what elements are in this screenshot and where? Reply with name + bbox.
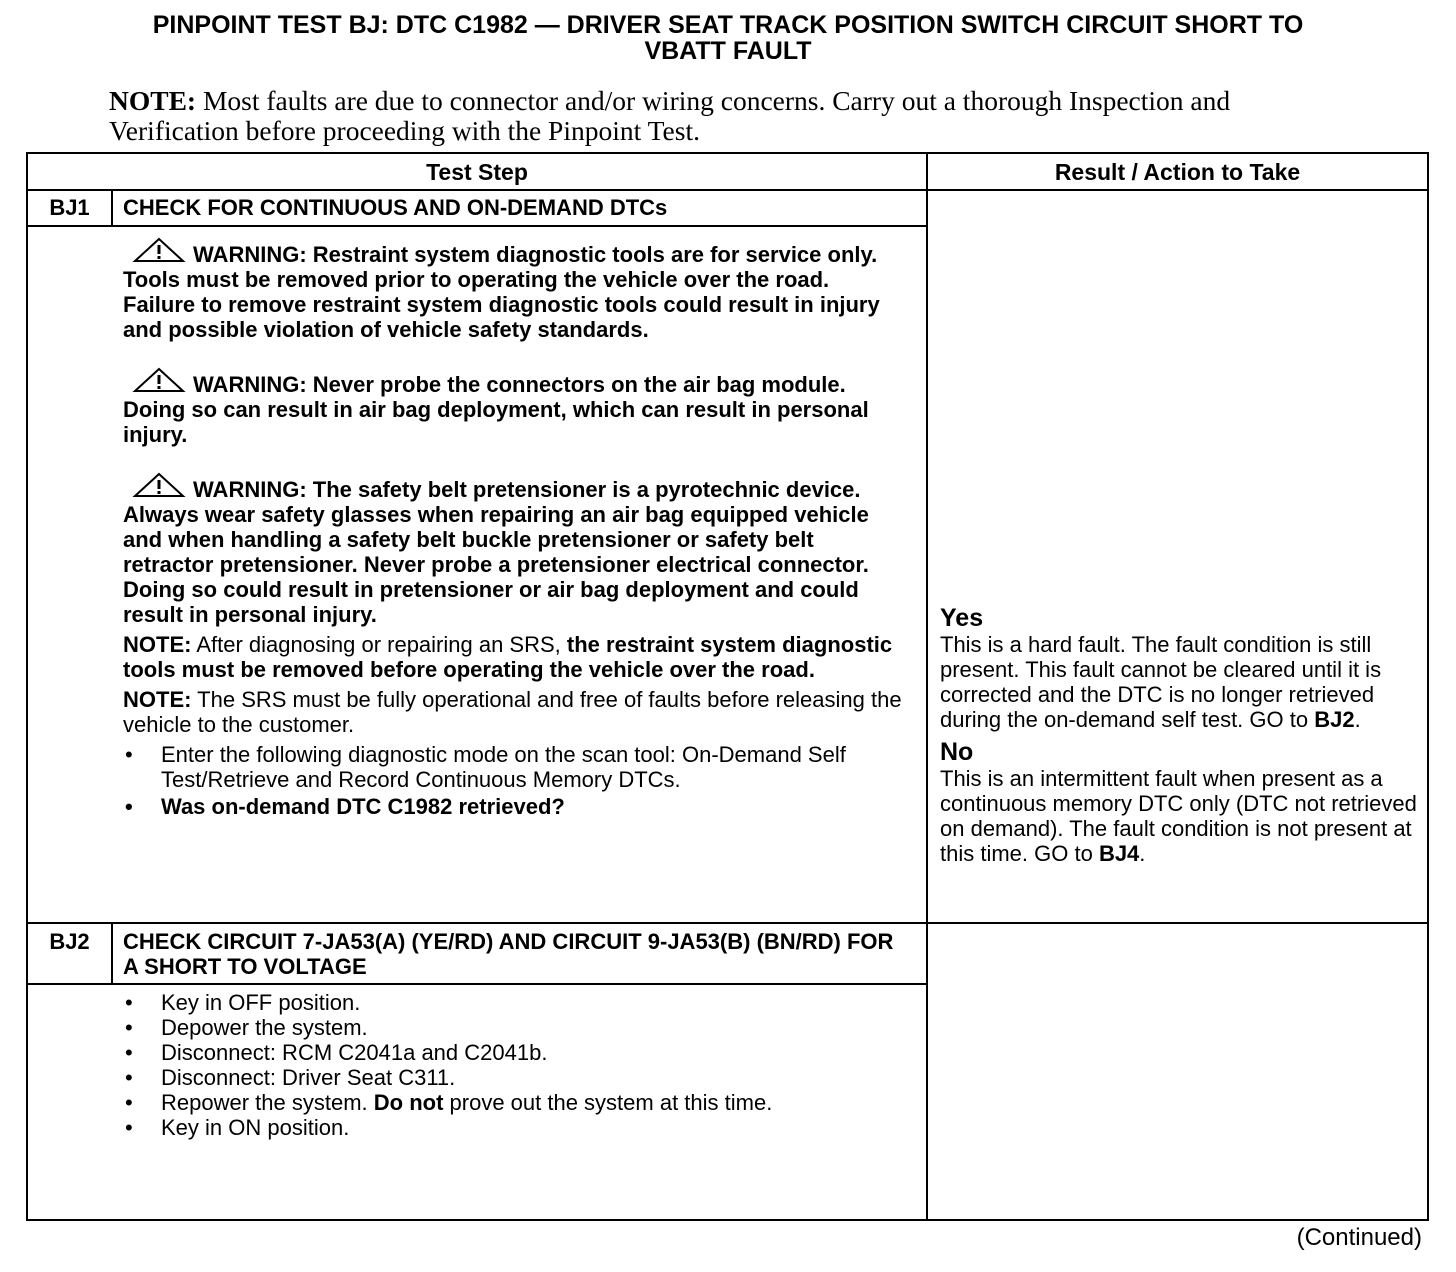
bj1-result <box>940 604 1424 866</box>
bullet: • <box>125 990 133 1015</box>
warning-triangle-icon <box>131 472 187 498</box>
title-line-1: PINPOINT TEST BJ: DTC C1982 — DRIVER SEAT TRACK POSITION SWITCH CIRCUIT SHORT TO <box>152 11 1304 39</box>
result-yes-desc: This is a hard fault. The fault condition is still present. This fault cannot be cleared until it is corrected and the DTC is no longer retrieved during the on-demand self test. GO to <box>940 632 1382 732</box>
bullet: • <box>125 794 133 819</box>
bullet: • <box>125 1040 133 1065</box>
repower-post: prove out the system at this time. <box>443 1090 773 1115</box>
bj1-content <box>123 237 903 819</box>
top-note-text: Most faults are due to connector and/or wiring concerns. Carry out a thorough Inspection and Verification before proceeding with the Pinpoint Test. <box>109 85 1231 146</box>
repower-bold: Do not <box>373 1090 444 1115</box>
result-no-desc: This is an intermittent fault when present as a continuous memory DTC only (DTC not retrieved on demand). The fault condition is not present at this time. GO to <box>940 766 1417 866</box>
note-text: After diagnosing or repairing an SRS, <box>191 632 567 657</box>
bj1-note-1 <box>123 632 903 682</box>
period: . <box>1139 841 1146 866</box>
warning-2-text: WARNING: Never probe the connectors on the air bag module. Doing so can result in air bag deployment, which can result in personal injury. <box>123 372 869 447</box>
bullet: • <box>125 1015 133 1040</box>
goto-bj2-link[interactable]: BJ2 <box>1314 707 1355 732</box>
note-label: NOTE: <box>123 687 192 712</box>
note-bold-text: the restraint system diagnostic tools must be removed before operating the vehicle over the road. <box>123 632 893 682</box>
step-title-bj1: CHECK FOR CONTINUOUS AND ON-DEMAND DTCs <box>123 195 668 220</box>
list-item <box>123 1065 903 1090</box>
list-item <box>123 742 903 792</box>
bullet: • <box>125 1115 133 1140</box>
goto-bj4-link[interactable]: BJ4 <box>1098 841 1140 866</box>
top-note-label: NOTE: <box>109 85 197 116</box>
bj1-title-rule <box>28 225 926 227</box>
pinpoint-test-table <box>26 152 1429 1221</box>
period: . <box>1354 707 1361 732</box>
list-item <box>123 794 903 819</box>
list-item <box>123 1115 903 1140</box>
step-id-divider <box>111 923 113 984</box>
bj2-row-rule <box>28 922 1427 924</box>
top-note <box>109 86 1259 146</box>
header-result: Result / Action to Take <box>1054 159 1301 185</box>
result-no-label: No <box>940 738 974 766</box>
bullet: • <box>125 1065 133 1090</box>
step-id-bj1: BJ1 <box>49 195 90 220</box>
list-item <box>123 990 903 1015</box>
bullet: • <box>125 1090 133 1115</box>
list-item-text: Key in ON position. <box>161 1115 350 1140</box>
note-text: The SRS must be fully operational and free of faults before releasing the vehicle to the customer. <box>123 687 902 737</box>
warning-1 <box>123 237 903 342</box>
step-id-divider <box>111 190 113 226</box>
bj2-title-rule <box>28 983 926 985</box>
list-item-text: Depower the system. <box>161 1015 368 1040</box>
warning-3-text: WARNING: The safety belt pretensioner is a pyrotechnic device. Always wear safety glasses when repairing an air bag equipped vehicle and when handling a safety belt buckle pretensioner or safety belt retractor pretensioner. Never probe a pretensioner electrical connector. Doing so could result in pretensioner or air bag deployment and could result in personal injury. <box>123 477 869 627</box>
bj2-steps <box>123 990 903 1140</box>
bj1-steps <box>123 742 903 819</box>
list-item-text: Key in OFF position. <box>161 990 361 1015</box>
list-item <box>123 1015 903 1040</box>
step-id-bj2: BJ2 <box>49 929 90 954</box>
list-item-text: Enter the following diagnostic mode on the scan tool: On-Demand Self Test/Retrieve and Record Continuous Memory DTCs. <box>161 742 846 792</box>
result-yes-label: Yes <box>940 604 984 632</box>
list-item-text: Was on-demand DTC C1982 retrieved? <box>161 794 565 819</box>
list-item-text: Disconnect: Driver Seat C311. <box>161 1065 456 1090</box>
warning-3 <box>123 472 903 627</box>
bj1-note-2 <box>123 687 903 737</box>
note-label: NOTE: <box>123 632 192 657</box>
result-no-text <box>940 766 1424 866</box>
warning-2 <box>123 367 903 447</box>
warning-1-text: WARNING: Restraint system diagnostic tools are for service only. Tools must be removed prior to operating the vehicle over the road. Failure to remove restraint system diagnostic tools could result in injury and possible violation of vehicle safety standards. <box>123 242 880 342</box>
repower-pre: Repower the system. <box>161 1090 374 1115</box>
result-yes-text <box>940 632 1424 732</box>
list-item <box>123 1090 903 1115</box>
list-item-text: Disconnect: RCM C2041a and C2041b. <box>161 1040 548 1065</box>
warning-triangle-icon <box>131 237 187 263</box>
column-divider <box>926 154 928 1219</box>
step-title-bj2: CHECK CIRCUIT 7-JA53(A) (YE/RD) AND CIRCUIT 9-JA53(B) (BN/RD) FOR A SHORT TO VOLTAGE <box>123 929 894 979</box>
page-title <box>40 12 1416 64</box>
continued-label: (Continued) <box>1296 1224 1422 1251</box>
title-line-2: VBATT FAULT <box>644 37 812 65</box>
bullet: • <box>125 742 133 767</box>
list-item <box>123 1040 903 1065</box>
warning-triangle-icon <box>131 367 187 393</box>
header-test-step: Test Step <box>426 159 528 185</box>
bj2-content <box>123 990 903 1140</box>
